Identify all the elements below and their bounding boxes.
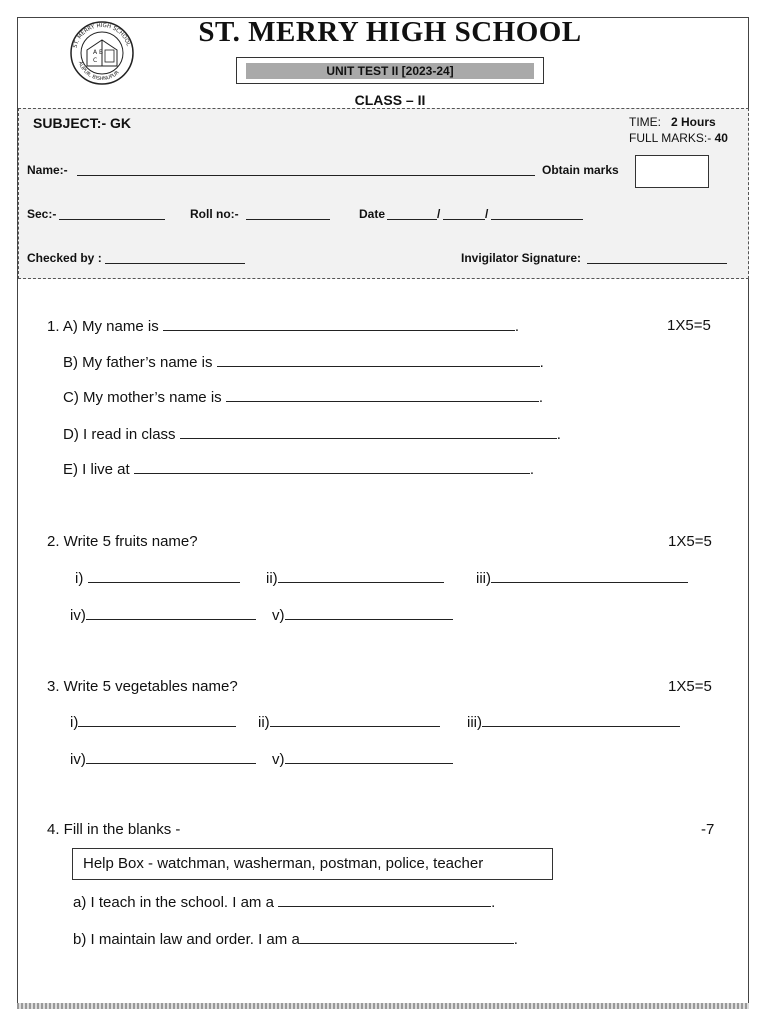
q4-a-blank[interactable] <box>278 893 491 907</box>
q1-c-end: . <box>538 389 543 406</box>
q4-a <box>73 893 495 911</box>
q1-b-end: . <box>539 354 544 371</box>
help-box-text: Help Box - watchman, washerman, postman, police, teacher <box>83 855 484 872</box>
q3-iii-label: iii) <box>467 714 482 731</box>
q4-b-text: b) I maintain law and order. I am a <box>73 931 300 948</box>
date-label: Date <box>359 207 386 221</box>
school-name: ST. MERRY HIGH SCHOOL <box>198 16 582 48</box>
date-separator-1: / <box>437 207 441 221</box>
q2-v <box>272 606 453 624</box>
school-logo <box>69 20 135 86</box>
q4-marks: -7 <box>701 821 715 838</box>
q1-b-blank[interactable] <box>217 353 540 367</box>
q2-i-label: i) <box>75 570 84 587</box>
q1-c-text: C) My mother’s name is <box>63 389 222 406</box>
q2-ii-blank[interactable] <box>278 569 444 583</box>
q3-iv <box>70 750 256 768</box>
q3-marks: 1X5=5 <box>668 678 712 695</box>
svg-text:ALIPUR, BISHNUPUR: ALIPUR, BISHNUPUR <box>76 60 121 83</box>
checked-by-label: Checked by : <box>27 251 102 265</box>
q1-a <box>47 317 519 335</box>
q2-iii-label: iii) <box>476 570 491 587</box>
q1-d-text: D) I read in class <box>63 426 176 443</box>
q2-iv <box>70 606 256 624</box>
subject-label: SUBJECT:- GK <box>33 115 132 131</box>
q3-v-blank[interactable] <box>285 750 453 764</box>
date-day-field[interactable] <box>387 219 437 220</box>
student-info-box <box>18 108 749 279</box>
q2-iii <box>476 569 688 587</box>
q3-ii <box>258 713 440 731</box>
q1-d-blank[interactable] <box>180 425 557 439</box>
q2-v-label: v) <box>272 607 285 624</box>
time-label: TIME: <box>629 115 661 129</box>
q2-title: 2. Write 5 fruits name? <box>47 533 198 550</box>
invigilator-label: Invigilator Signature: <box>461 251 582 265</box>
time-row <box>629 115 716 129</box>
q1-e-blank[interactable] <box>134 460 530 474</box>
q1-b-text: B) My father’s name is <box>63 354 213 371</box>
q1-a-blank[interactable] <box>163 317 515 331</box>
q2-iii-blank[interactable] <box>491 569 688 583</box>
q1-d <box>63 425 561 443</box>
q3-i-label: i) <box>70 714 79 731</box>
q3-v <box>272 750 453 768</box>
q4-title: 4. Fill in the blanks - <box>47 821 181 838</box>
svg-text:ST. MERRY HIGH SCHOOL: ST. MERRY HIGH SCHOOL <box>72 22 131 49</box>
q1-e <box>63 460 534 478</box>
obtain-marks-box[interactable] <box>635 155 709 188</box>
sec-label: Sec:- <box>27 207 57 221</box>
unit-test-box <box>236 57 544 84</box>
sec-field[interactable] <box>59 219 165 220</box>
q1-marks: 1X5=5 <box>667 317 711 334</box>
unit-test-label: UNIT TEST II [2023-24] <box>246 63 534 79</box>
q3-ii-label: ii) <box>258 714 270 731</box>
q4-b-end: . <box>513 931 518 948</box>
q4-b <box>73 930 518 948</box>
checked-by-field[interactable] <box>105 263 245 264</box>
q4-a-text: a) I teach in the school. I am a <box>73 894 274 911</box>
obtain-marks-label: Obtain marks <box>542 163 619 177</box>
q3-i <box>70 713 236 731</box>
full-marks-value: 40 <box>714 131 728 145</box>
q3-i-blank[interactable] <box>78 713 236 727</box>
name-field[interactable] <box>77 175 535 176</box>
q1-e-text: E) I live at <box>63 461 130 478</box>
time-value: 2 Hours <box>671 115 716 129</box>
q2-iv-label: iv) <box>70 607 86 624</box>
q2-ii-label: ii) <box>266 570 278 587</box>
invigilator-field[interactable] <box>587 263 727 264</box>
roll-no-label: Roll no:- <box>190 207 239 221</box>
q4-b-blank[interactable] <box>300 930 514 944</box>
q2-i-blank[interactable] <box>88 569 240 583</box>
q3-iii <box>467 713 680 731</box>
page-bottom-strip <box>17 1003 749 1009</box>
name-label: Name:- <box>27 163 68 177</box>
q2-marks: 1X5=5 <box>668 533 712 550</box>
q1-c-blank[interactable] <box>226 388 539 402</box>
help-box <box>72 848 553 880</box>
date-month-field[interactable] <box>443 219 485 220</box>
q4-a-end: . <box>491 894 496 911</box>
q3-iii-blank[interactable] <box>482 713 680 727</box>
q1-e-end: . <box>529 461 535 478</box>
svg-text:C: C <box>93 57 98 64</box>
q1-c <box>63 388 543 406</box>
q1-a-end: . <box>514 318 520 335</box>
date-year-field[interactable] <box>491 219 583 220</box>
q3-iv-label: iv) <box>70 751 86 768</box>
q2-ii <box>266 569 444 587</box>
q1-a-text: 1. A) My name is <box>47 318 159 335</box>
q1-d-end: . <box>556 426 561 443</box>
roll-no-field[interactable] <box>246 219 330 220</box>
q3-v-label: v) <box>272 751 285 768</box>
q2-i <box>75 569 240 587</box>
date-separator-2: / <box>485 207 489 221</box>
q2-v-blank[interactable] <box>285 606 453 620</box>
full-marks-row <box>629 131 728 145</box>
q3-title: 3. Write 5 vegetables name? <box>47 678 238 695</box>
q2-iv-blank[interactable] <box>86 606 256 620</box>
full-marks-label: FULL MARKS:- <box>629 131 712 145</box>
q3-ii-blank[interactable] <box>270 713 440 727</box>
class-title: CLASS – II <box>354 92 426 108</box>
q3-iv-blank[interactable] <box>86 750 256 764</box>
svg-text:A B: A B <box>93 49 104 56</box>
q1-b <box>63 353 544 371</box>
